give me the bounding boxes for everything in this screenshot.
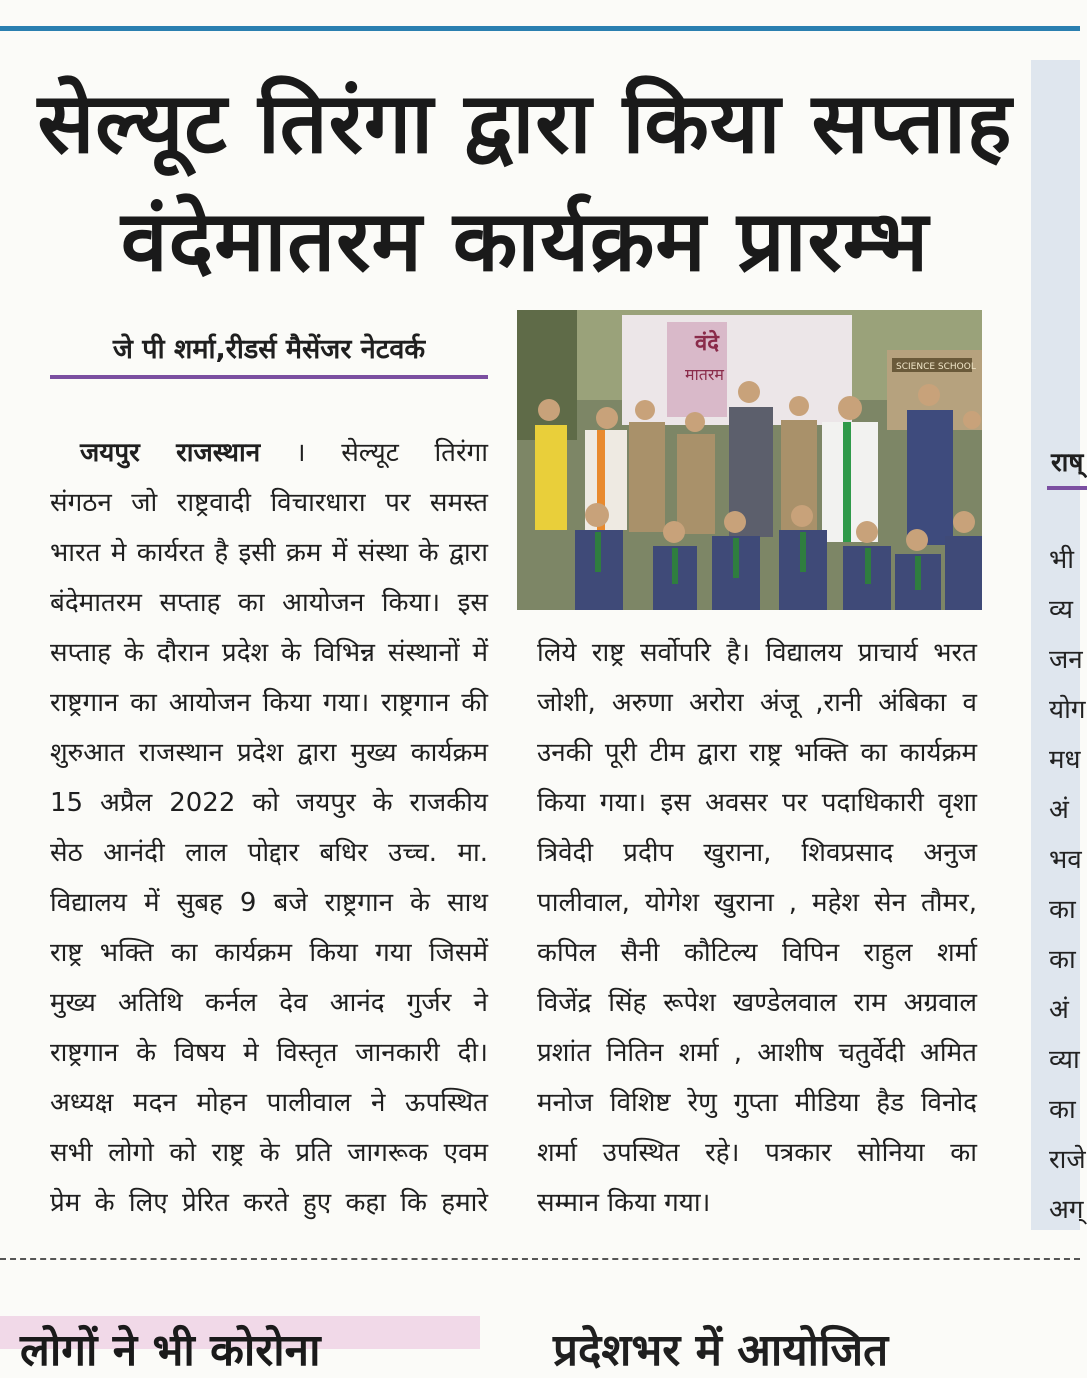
text-line: लिये राष्ट्र सर्वोपरि है। विद्यालय प्राचार्य भरत	[537, 638, 977, 668]
banner-text-2: मातरम	[685, 365, 724, 384]
side-text-fragment: जन	[1049, 645, 1083, 675]
text-line: सप्ताह के दौरान प्रदेश के विभिन्न संस्थानों में	[50, 638, 488, 668]
text-line: अध्यक्ष मदन मोहन पालीवाल ने ऊपस्थित	[50, 1088, 488, 1118]
text-line: जोशी, अरुणा अरोरा अंजू ,रानी अंबिका व	[537, 688, 977, 718]
next-article-right	[553, 1318, 1080, 1376]
paragraph-line	[50, 428, 488, 478]
text-line: प्रशांत नितिन शर्मा , आशीष चतुर्वेदी अमित	[537, 1038, 977, 1068]
text-line: शुरुआत राजस्थान प्रदेश द्वारा मुख्य कार्यक्रम	[50, 738, 488, 768]
article-column-2	[537, 628, 977, 1228]
text-line: शर्मा उपस्थित रहे। पत्रकार सोनिया का	[537, 1138, 977, 1168]
side-text-fragment: का	[1049, 1095, 1076, 1125]
banner-text-1: वंदे	[695, 330, 719, 356]
text-line: सेठ आनंदी लाल पोद्दार बधिर उच्च. मा.	[50, 838, 488, 868]
headline	[30, 64, 1020, 300]
text-line: विजेंद्र सिंह रूपेश खण्डेलवाल राम अग्रवाल	[537, 988, 977, 1018]
section-divider	[0, 1258, 1080, 1260]
text-line: पालीवाल, योगेश खुराना , महेश सेन तौमर,	[537, 888, 977, 918]
headline-line-1: सेल्यूट तिरंगा द्वारा किया सप्ताह	[37, 74, 1013, 172]
text-line: मनोज विशिष्ट रेणु गुप्ता मीडिया हैड विनोद	[537, 1088, 977, 1118]
text-line: सम्मान किया गया।	[537, 1188, 711, 1218]
text-line: बंदेमातरम सप्ताह का आयोजन किया। इस	[50, 588, 488, 618]
side-article-headline: राष्	[1051, 448, 1084, 478]
side-article-rule	[1047, 486, 1087, 490]
text-line: राष्ट्रगान के विषय मे विस्तृत जानकारी दी।	[50, 1038, 488, 1068]
next-article-right-headline: प्रदेशभर में आयोजित	[553, 1325, 889, 1376]
text-line: त्रिवेदी प्रदीप खुराना, शिवप्रसाद अनुज	[537, 838, 977, 868]
text-line: । सेल्यूट तिरंगा	[295, 438, 489, 468]
headline-line-2: वंदेमातरम कार्यक्रम प्रारम्भ	[120, 192, 930, 290]
event-photo	[517, 310, 982, 610]
side-text-fragment: योग	[1049, 695, 1086, 725]
text-line: राष्ट्रगान का आयोजन किया गया। राष्ट्रगान की	[50, 688, 488, 718]
text-line: 15 अप्रैल 2022 को जयपुर के राजकीय	[50, 788, 488, 818]
text-line: सभी लोगो को राष्ट्र के प्रति जागरूक एवम	[50, 1138, 488, 1168]
side-article-strip	[1031, 60, 1086, 1230]
text-line: उनकी पूरी टीम द्वारा राष्ट्र भक्ति का कार्यक्रम	[537, 738, 977, 768]
dateline: जयपुर राजस्थान	[80, 438, 261, 468]
side-text-fragment: अग्	[1049, 1195, 1084, 1225]
article-column-1	[50, 428, 488, 1228]
text-line: किया गया। इस अवसर पर पदाधिकारी वृशा	[537, 788, 977, 818]
byline: जे पी शर्मा,रीडर्स मैसेंजर नेटवर्क	[112, 334, 426, 365]
byline-rule	[50, 375, 488, 379]
side-text-fragment: का	[1049, 945, 1076, 975]
next-article-left	[0, 1316, 480, 1376]
side-text-fragment: का	[1049, 895, 1076, 925]
side-text-fragment: भी	[1049, 545, 1075, 575]
side-text-fragment: व्य	[1049, 595, 1073, 625]
text-line: विद्यालय में सुबह 9 बजे राष्ट्रगान के साथ	[50, 888, 488, 918]
top-rule	[0, 26, 1080, 31]
next-article-left-headline: लोगों ने भी कोरोना	[20, 1325, 321, 1376]
text-line: भारत मे कार्यरत है इसी क्रम में संस्था के द्वारा	[50, 538, 488, 568]
side-text-fragment: व्या	[1049, 1045, 1080, 1075]
side-text-fragment: अं	[1049, 795, 1069, 825]
text-line: मुख्य अतिथि कर्नल देव आनंद गुर्जर ने	[50, 988, 488, 1018]
text-line: कपिल सैनी कौटिल्य विपिन राहुल शर्मा	[537, 938, 977, 968]
side-text-fragment: अं	[1049, 995, 1069, 1025]
side-text-fragment: मध	[1049, 745, 1081, 775]
school-sign-text: SCIENCE SCHOOL	[896, 362, 976, 372]
text-line: प्रेम के लिए प्रेरित करते हुए कहा कि हमारे	[50, 1188, 488, 1218]
side-text-fragment: राजे	[1049, 1145, 1086, 1175]
text-line: संगठन जो राष्ट्रवादी विचारधारा पर समस्त	[50, 488, 488, 518]
group-photo-illustration	[517, 310, 982, 610]
text-line: राष्ट्र भक्ति का कार्यक्रम किया गया जिसमें	[50, 938, 488, 968]
side-text-fragment: भव	[1049, 845, 1082, 875]
